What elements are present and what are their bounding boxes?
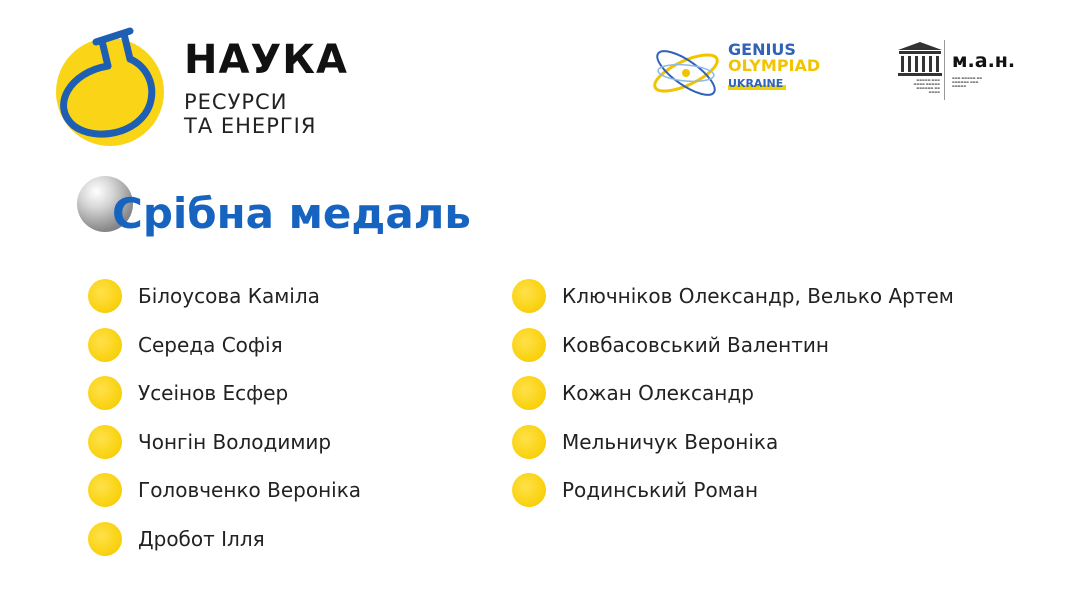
winner-name: Дробот Ілля [138, 526, 265, 551]
brand-wordmark [184, 38, 348, 138]
genius-line1: GENIUS [728, 40, 796, 59]
genius-line3: UKRAINE [728, 77, 786, 90]
bullet-dot-icon [512, 279, 546, 313]
logo-divider [944, 40, 945, 100]
bullet-dot-icon [512, 328, 546, 362]
genius-olympiad-logo [648, 40, 848, 104]
section-title: Срібна медаль [112, 189, 471, 238]
winner-name: Усеінов Есфер [138, 381, 289, 405]
brand-title: НАУКА [184, 37, 348, 83]
flask-icon [44, 22, 166, 148]
bullet-dot-icon [512, 473, 546, 507]
winner-name: Чонгін Володимир [138, 429, 332, 454]
bullet-dot-icon [512, 376, 546, 410]
genius-olympiad-wordmark [728, 42, 820, 90]
genius-line2: OLYMPIAD [728, 56, 821, 75]
brand-subtitle-line2: ТА ЕНЕРГІЯ [184, 114, 317, 138]
winner-name: Середа Софія [138, 332, 283, 357]
bullet-dot-icon [88, 425, 122, 459]
bullet-dot-icon [88, 376, 122, 410]
winner-name: Родинський Роман [562, 478, 759, 502]
winner-name: Головченко Вероніка [138, 478, 362, 502]
bullet-dot-icon [88, 522, 122, 556]
brand-subtitle-line1: РЕСУРСИ [184, 90, 288, 114]
winner-name: Білоусова Каміла [138, 284, 320, 308]
orbit-icon [648, 40, 728, 104]
winner-name: Кожан Олександр [562, 381, 754, 405]
man-logo: м.а.н. [952, 50, 1016, 72]
winner-name: Мельничук Вероніка [562, 429, 779, 454]
winner-name: Ключніков Олександр, Велько Артем [562, 284, 954, 308]
bullet-dot-icon [512, 425, 546, 459]
man-caption: ▬▬▬ ▬▬▬▬▬ ▬▬ ▬▬▬▬▬▬ ▬▬▬ ▬▬▬▬▬ [952, 76, 983, 88]
winner-name: Ковбасовський Валентин [562, 332, 829, 357]
bullet-dot-icon [88, 279, 122, 313]
bullet-dot-icon [88, 473, 122, 507]
unesco-caption: ▬▬▬▬▬ ▬▬▬ ▬▬▬▬ ▬▬▬▬▬ ▬▬▬▬▬▬ ▬▬ ▬▬▬▬ [913, 78, 940, 94]
bullet-dot-icon [88, 328, 122, 362]
